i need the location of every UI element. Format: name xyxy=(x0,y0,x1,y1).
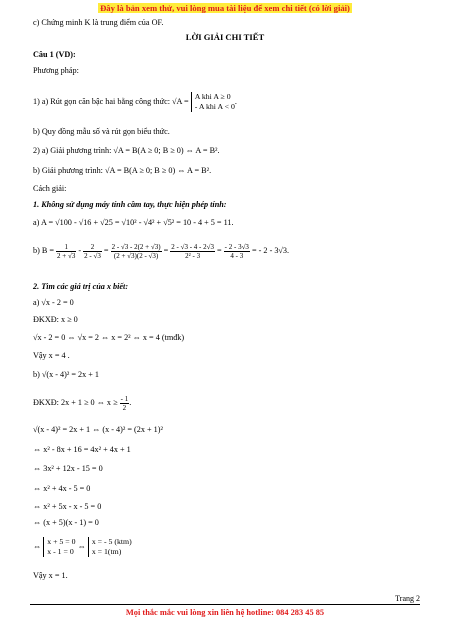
denominator: 4 - 3 xyxy=(230,251,244,260)
case-text: x = - 5 (ktm) xyxy=(91,537,132,547)
numerator: 2 xyxy=(83,243,102,252)
formula-line xyxy=(33,535,132,559)
hotline-banner: Mọi thắc mắc vui lòng xin liên hệ hotline: 084 283 45 85 xyxy=(125,608,325,617)
text-line: Phương pháp: xyxy=(33,66,79,75)
formula-line: a) √x - 2 = 0 xyxy=(33,298,74,307)
formula-line xyxy=(33,92,237,112)
fraction xyxy=(111,243,162,260)
formula-line: ⇔ x² + 5x - x - 5 = 0 xyxy=(33,502,102,511)
preview-banner: Đây là bản xem thử, vui lòng mua tài liệu để xem chi tiết (có lời giải) xyxy=(100,3,350,13)
footer-divider xyxy=(30,604,420,605)
text-line: b) Quy đồng mẫu số và rút gọn biểu thức. xyxy=(33,127,170,136)
numerator: 2 - √3 - 4 - 2√3 xyxy=(171,242,214,251)
formula-line: a) A = √100 - √16 + √25 = √10² - √4² + √5² = 10 - 4 + 5 = 11. xyxy=(33,218,234,227)
numerator: - 2 - 3√3 xyxy=(224,242,249,251)
formula-text: = - 2 - 3√3. xyxy=(251,246,290,255)
case-brace xyxy=(43,537,75,557)
numerator: 1 xyxy=(56,243,76,252)
formula-text: ĐKXĐ: 2x + 1 ≥ 0 ⇔ x ≥ xyxy=(33,398,118,407)
fraction xyxy=(170,243,215,260)
section-heading: 2. Tìm các giá trị của x biết: xyxy=(33,282,129,291)
formula-line: Vậy x = 4 . xyxy=(33,351,70,360)
formula-text: - xyxy=(78,246,82,255)
formula-text: b) B = xyxy=(33,246,54,255)
formula-text: . xyxy=(234,96,237,106)
formula-text: √A = xyxy=(172,96,189,106)
text-line: Cách giải: xyxy=(33,184,67,193)
denominator: 2 - √3 xyxy=(84,251,101,260)
denominator: 2 + √3 xyxy=(57,251,76,260)
fraction xyxy=(83,243,102,260)
formula-line: ĐKXĐ: x ≥ 0 xyxy=(33,315,78,324)
numerator: - 1 xyxy=(120,394,129,403)
case-text: x = 1(tm) xyxy=(91,547,122,557)
question-label: Câu 1 (VD): xyxy=(33,50,76,59)
case-text: - A khi A < 0 xyxy=(194,102,235,111)
case-text: A khi A ≥ 0 xyxy=(194,92,231,101)
formula-line: ⇔ x² - 8x + 16 = 4x² + 4x + 1 xyxy=(33,445,131,454)
formula-line xyxy=(33,393,131,413)
page-number: Trang 2 xyxy=(395,594,420,603)
formula-line: Vậy x = 1. xyxy=(33,571,68,580)
section-title: LỜI GIẢI CHI TIẾT xyxy=(185,32,265,42)
denominator: 2² - 3 xyxy=(185,251,201,260)
denominator: 2 xyxy=(122,403,127,412)
formula-line: ⇔ (x + 5)(x - 1) = 0 xyxy=(33,518,99,527)
case-text: x + 5 = 0 xyxy=(47,537,76,547)
fraction xyxy=(56,243,76,260)
formula-text: ⇔ xyxy=(33,542,42,551)
text-line: 1) a) Rút gọn căn bậc hai bằng công thức: xyxy=(33,96,170,106)
case-brace xyxy=(88,537,132,557)
fraction xyxy=(224,243,250,260)
formula-line: ⇔ 3x² + 12x - 15 = 0 xyxy=(33,464,103,473)
numerator: 2 - √3 - 2(2 + √3) xyxy=(111,242,161,251)
formula-line: ⇔ x² + 4x - 5 = 0 xyxy=(33,484,91,493)
formula-line xyxy=(33,240,289,262)
formula-text: = xyxy=(217,246,222,255)
formula-text: . xyxy=(129,398,132,407)
formula-text: = xyxy=(163,246,169,255)
denominator: (2 + √3)(2 - √3) xyxy=(113,251,159,260)
formula-line: √(x - 4)² = 2x + 1 ⇔ (x - 4)² = (2x + 1)² xyxy=(33,425,163,434)
text-line: 2) a) Giải phương trình: √A = B(A ≥ 0; B ≥ 0) ⇔ A = B². xyxy=(33,146,220,155)
formula-text: ⇔ xyxy=(77,542,86,551)
text-line: b) Giải phương trình: √A = B(A ≥ 0; B ≥ 0) ⇔ A = B². xyxy=(33,166,212,175)
text-line: c) Chứng minh K là trung điểm của OF. xyxy=(33,18,164,27)
case-text: x - 1 = 0 xyxy=(47,547,74,557)
fraction xyxy=(120,395,130,412)
formula-line: √x - 2 = 0 ⇔ √x = 2 ⇔ x = 2² ⇔ x = 4 (tmđk) xyxy=(33,333,185,342)
formula-text: = xyxy=(103,246,109,255)
case-brace xyxy=(191,92,235,112)
formula-line: b) √(x - 4)² = 2x + 1 xyxy=(33,370,99,379)
section-heading: 1. Không sử dụng máy tính cầm tay, thực hiện phép tính: xyxy=(33,200,227,209)
